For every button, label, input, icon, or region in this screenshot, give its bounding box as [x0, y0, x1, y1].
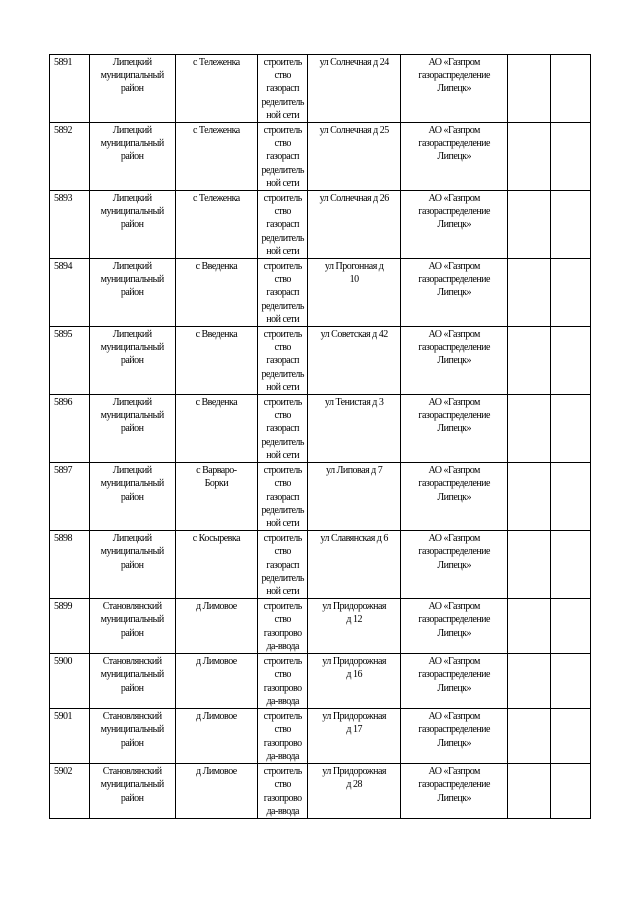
table-row	[50, 599, 591, 654]
cell-district	[89, 463, 175, 531]
cell-empty-8	[551, 395, 591, 463]
cell-work-type	[258, 599, 308, 654]
cell-organization	[401, 259, 508, 327]
cell-work-type-line: газопрово	[263, 682, 302, 694]
cell-settlement-line: с Тележенка	[192, 193, 240, 205]
cell-work-type-line: ной сети	[266, 449, 300, 461]
cell-organization-line: газораспределение	[418, 669, 490, 681]
cell-settlement-line: с Варваро-	[196, 465, 237, 477]
cell-work-type-line: ство	[274, 206, 291, 218]
cell-district	[89, 327, 175, 395]
cell-work-type-line: газорасп	[266, 491, 300, 503]
cell-number: 5902	[50, 764, 90, 819]
cell-address-line: ул Липовая д 7	[326, 465, 383, 477]
cell-address	[308, 764, 401, 819]
cell-organization-line: АО «Газпром	[428, 656, 480, 668]
cell-district-line: Липецкий	[112, 193, 152, 205]
cell-work-type-line: строитель	[263, 533, 302, 545]
cell-empty-7	[508, 531, 551, 599]
cell-work-type-line: строитель	[263, 601, 302, 613]
cell-empty-8	[551, 123, 591, 191]
cell-work-type	[258, 327, 308, 395]
registry-table-body	[50, 55, 591, 819]
cell-work-type-line: ной сети	[266, 585, 300, 597]
cell-number: 5892	[50, 123, 90, 191]
cell-organization	[401, 191, 508, 259]
cell-organization-line: газораспределение	[418, 70, 490, 82]
cell-address	[308, 463, 401, 531]
cell-empty-8	[551, 259, 591, 327]
cell-district-line: муниципальный	[100, 274, 164, 286]
cell-address	[308, 327, 401, 395]
cell-organization-line: Липецк»	[437, 682, 471, 694]
cell-organization-line: АО «Газпром	[428, 711, 480, 723]
cell-settlement	[175, 531, 258, 599]
cell-organization-line: АО «Газпром	[428, 57, 480, 68]
cell-work-type-line: ределитель	[261, 232, 304, 244]
cell-settlement-line: с Введенка	[195, 261, 238, 273]
cell-address-line: ул Придорожная	[322, 711, 387, 723]
cell-organization-line: газораспределение	[418, 724, 490, 736]
cell-organization-line: газораспределение	[418, 206, 490, 218]
cell-empty-8	[551, 764, 591, 819]
cell-organization-line: Липецк»	[437, 219, 471, 231]
cell-district	[89, 654, 175, 709]
cell-address	[308, 123, 401, 191]
cell-address-line: ул Советская д 42	[320, 329, 388, 341]
cell-number: 5901	[50, 709, 90, 764]
cell-organization-line: АО «Газпром	[428, 329, 480, 341]
cell-address	[308, 654, 401, 709]
cell-number: 5891	[50, 55, 90, 123]
cell-work-type	[258, 531, 308, 599]
cell-district-line: Становлянский	[102, 601, 162, 613]
cell-work-type-line: ределитель	[261, 368, 304, 380]
cell-district-line: район	[120, 627, 144, 639]
cell-work-type-line: газорасп	[266, 219, 300, 231]
cell-work-type-line: ределитель	[261, 436, 304, 448]
cell-work-type-line: ство	[274, 274, 291, 286]
cell-organization-line: Липецк»	[437, 559, 471, 571]
cell-district-line: муниципальный	[100, 342, 164, 354]
cell-work-type-line: строитель	[263, 329, 302, 341]
table-row	[50, 764, 591, 819]
cell-organization-line: Липецк»	[437, 737, 471, 749]
cell-settlement-line: с Введенка	[195, 397, 238, 409]
cell-settlement	[175, 654, 258, 709]
cell-address	[308, 599, 401, 654]
cell-organization-line: газораспределение	[418, 342, 490, 354]
cell-work-type-line: газорасп	[266, 355, 300, 367]
cell-number: 5897	[50, 463, 90, 531]
table-row	[50, 654, 591, 709]
cell-district-line: муниципальный	[100, 138, 164, 150]
cell-work-type	[258, 259, 308, 327]
cell-district-line: район	[120, 355, 144, 367]
cell-settlement	[175, 463, 258, 531]
cell-organization-line: Липецк»	[437, 423, 471, 435]
cell-organization	[401, 123, 508, 191]
cell-address-line: ул Солнечная д 25	[319, 125, 389, 137]
cell-settlement-line: с Введенка	[195, 329, 238, 341]
cell-work-type-line: да-ввода	[266, 805, 299, 817]
cell-organization-line: газораспределение	[418, 546, 490, 558]
cell-district	[89, 395, 175, 463]
cell-settlement	[175, 764, 258, 819]
cell-district-line: Липецкий	[112, 125, 152, 137]
cell-settlement-line: Борки	[204, 478, 229, 490]
cell-work-type-line: ной сети	[266, 517, 300, 529]
cell-address-line: ул Солнечная д 24	[319, 57, 389, 68]
cell-district-line: Липецкий	[112, 261, 152, 273]
cell-work-type-line: строитель	[263, 656, 302, 668]
cell-address	[308, 191, 401, 259]
cell-organization-line: газораспределение	[418, 274, 490, 286]
cell-work-type-line: да-ввода	[266, 640, 299, 652]
cell-district-line: Липецкий	[112, 397, 152, 409]
cell-settlement	[175, 55, 258, 123]
cell-district-line: муниципальный	[100, 779, 164, 791]
cell-district	[89, 191, 175, 259]
cell-empty-7	[508, 764, 551, 819]
cell-organization-line: АО «Газпром	[428, 125, 480, 137]
cell-number: 5893	[50, 191, 90, 259]
cell-work-type	[258, 395, 308, 463]
cell-district	[89, 709, 175, 764]
cell-organization	[401, 709, 508, 764]
cell-district-line: муниципальный	[100, 724, 164, 736]
cell-district-line: Липецкий	[112, 57, 152, 68]
cell-work-type-line: ределитель	[261, 572, 304, 584]
cell-work-type-line: строитель	[263, 57, 302, 68]
cell-address-line: 10	[349, 274, 359, 286]
cell-settlement-line: д Лимовое	[195, 656, 237, 668]
cell-settlement	[175, 123, 258, 191]
table-row	[50, 327, 591, 395]
cell-organization	[401, 764, 508, 819]
cell-work-type-line: газорасп	[266, 151, 300, 163]
cell-district-line: муниципальный	[100, 410, 164, 422]
cell-address-line: д 28	[346, 779, 362, 791]
cell-work-type-line: газорасп	[266, 83, 300, 95]
cell-address	[308, 55, 401, 123]
cell-work-type-line: строитель	[263, 125, 302, 137]
cell-address-line: д 12	[346, 614, 362, 626]
cell-district-line: муниципальный	[100, 206, 164, 218]
cell-district-line: Липецкий	[112, 533, 152, 545]
cell-district-line: район	[120, 737, 144, 749]
cell-work-type	[258, 709, 308, 764]
cell-number: 5896	[50, 395, 90, 463]
cell-work-type-line: строитель	[263, 766, 302, 778]
cell-empty-7	[508, 55, 551, 123]
cell-work-type-line: ство	[274, 70, 291, 82]
cell-work-type-line: ство	[274, 546, 291, 558]
cell-organization-line: АО «Газпром	[428, 465, 480, 477]
cell-settlement	[175, 709, 258, 764]
cell-work-type-line: строитель	[263, 465, 302, 477]
cell-organization-line: газораспределение	[418, 779, 490, 791]
cell-work-type-line: ределитель	[261, 96, 304, 108]
cell-organization-line: Липецк»	[437, 151, 471, 163]
cell-empty-7	[508, 654, 551, 709]
cell-work-type-line: ство	[274, 478, 291, 490]
cell-settlement	[175, 259, 258, 327]
cell-settlement	[175, 327, 258, 395]
cell-work-type-line: ной сети	[266, 245, 300, 257]
cell-district-line: район	[120, 423, 144, 435]
cell-work-type-line: ределитель	[261, 300, 304, 312]
cell-work-type-line: ство	[274, 779, 291, 791]
cell-work-type-line: ство	[274, 614, 291, 626]
table-row	[50, 259, 591, 327]
cell-settlement	[175, 599, 258, 654]
cell-organization-line: газораспределение	[418, 410, 490, 422]
cell-work-type-line: строитель	[263, 261, 302, 273]
cell-district	[89, 599, 175, 654]
cell-work-type	[258, 463, 308, 531]
cell-empty-7	[508, 123, 551, 191]
cell-organization-line: АО «Газпром	[428, 533, 480, 545]
cell-district-line: район	[120, 287, 144, 299]
cell-settlement-line: д Лимовое	[195, 601, 237, 613]
cell-organization-line: АО «Газпром	[428, 193, 480, 205]
cell-work-type-line: ной сети	[266, 313, 300, 325]
table-row	[50, 709, 591, 764]
cell-organization-line: газораспределение	[418, 614, 490, 626]
cell-work-type-line: газорасп	[266, 423, 300, 435]
cell-organization	[401, 654, 508, 709]
cell-work-type-line: строитель	[263, 193, 302, 205]
table-row	[50, 395, 591, 463]
cell-organization-line: АО «Газпром	[428, 397, 480, 409]
cell-work-type-line: строитель	[263, 397, 302, 409]
cell-settlement-line: с Косыревка	[192, 533, 241, 545]
cell-work-type-line: ство	[274, 724, 291, 736]
cell-settlement	[175, 395, 258, 463]
cell-district-line: Становлянский	[102, 766, 162, 778]
cell-address-line: ул Прогонная д	[324, 261, 384, 273]
cell-organization-line: Липецк»	[437, 792, 471, 804]
table-row	[50, 463, 591, 531]
cell-organization-line: АО «Газпром	[428, 601, 480, 613]
cell-organization	[401, 531, 508, 599]
cell-district-line: Липецкий	[112, 329, 152, 341]
cell-address	[308, 709, 401, 764]
cell-district-line: Становлянский	[102, 656, 162, 668]
cell-work-type-line: ной сети	[266, 109, 300, 121]
cell-empty-7	[508, 463, 551, 531]
cell-organization-line: АО «Газпром	[428, 766, 480, 778]
cell-address-line: ул Придорожная	[322, 601, 387, 613]
cell-work-type	[258, 764, 308, 819]
cell-empty-8	[551, 463, 591, 531]
cell-organization-line: Липецк»	[437, 355, 471, 367]
cell-empty-8	[551, 55, 591, 123]
cell-work-type-line: ство	[274, 669, 291, 681]
cell-work-type-line: газопрово	[263, 737, 302, 749]
cell-empty-7	[508, 395, 551, 463]
cell-empty-8	[551, 531, 591, 599]
cell-district-line: муниципальный	[100, 478, 164, 490]
cell-work-type-line: газопрово	[263, 792, 302, 804]
cell-work-type	[258, 123, 308, 191]
cell-organization-line: АО «Газпром	[428, 261, 480, 273]
cell-empty-7	[508, 327, 551, 395]
cell-district-line: район	[120, 559, 144, 571]
cell-address-line: д 16	[346, 669, 362, 681]
cell-empty-8	[551, 654, 591, 709]
cell-work-type	[258, 55, 308, 123]
cell-address-line: ул Придорожная	[322, 656, 387, 668]
registry-table	[49, 54, 591, 819]
cell-district	[89, 259, 175, 327]
cell-district	[89, 55, 175, 123]
table-row	[50, 531, 591, 599]
cell-empty-8	[551, 709, 591, 764]
cell-settlement-line: д Лимовое	[195, 711, 237, 723]
cell-district-line: муниципальный	[100, 669, 164, 681]
cell-work-type-line: газопрово	[263, 627, 302, 639]
cell-work-type	[258, 191, 308, 259]
cell-number: 5899	[50, 599, 90, 654]
cell-organization-line: Липецк»	[437, 83, 471, 95]
cell-work-type-line: да-ввода	[266, 750, 299, 762]
cell-settlement-line: с Тележенка	[192, 57, 240, 68]
cell-empty-8	[551, 599, 591, 654]
cell-work-type-line: ство	[274, 138, 291, 150]
cell-organization	[401, 55, 508, 123]
cell-organization-line: Липецк»	[437, 287, 471, 299]
table-row	[50, 191, 591, 259]
cell-empty-7	[508, 259, 551, 327]
cell-organization-line: Липецк»	[437, 627, 471, 639]
cell-address	[308, 259, 401, 327]
cell-address-line: ул Солнечная д 26	[319, 193, 389, 205]
cell-district-line: район	[120, 682, 144, 694]
cell-district-line: муниципальный	[100, 70, 164, 82]
cell-address-line: ул Придорожная	[322, 766, 387, 778]
cell-organization	[401, 599, 508, 654]
cell-district-line: район	[120, 83, 144, 95]
table-row	[50, 123, 591, 191]
cell-district-line: район	[120, 151, 144, 163]
cell-organization-line: газораспределение	[418, 138, 490, 150]
cell-work-type-line: строитель	[263, 711, 302, 723]
cell-settlement-line: д Лимовое	[195, 766, 237, 778]
cell-district-line: район	[120, 219, 144, 231]
cell-organization	[401, 463, 508, 531]
cell-district-line: муниципальный	[100, 614, 164, 626]
table-row	[50, 55, 591, 123]
cell-district-line: Становлянский	[102, 711, 162, 723]
cell-settlement-line: с Тележенка	[192, 125, 240, 137]
cell-number: 5898	[50, 531, 90, 599]
cell-work-type-line: ределитель	[261, 164, 304, 176]
cell-organization-line: газораспределение	[418, 478, 490, 490]
cell-address	[308, 531, 401, 599]
cell-number: 5894	[50, 259, 90, 327]
cell-address-line: ул Славянская д 6	[320, 533, 388, 545]
cell-address-line: ул Тенистая д 3	[324, 397, 384, 409]
cell-organization-line: Липецк»	[437, 491, 471, 503]
cell-work-type-line: газорасп	[266, 287, 300, 299]
cell-district-line: муниципальный	[100, 546, 164, 558]
cell-organization	[401, 327, 508, 395]
cell-empty-8	[551, 191, 591, 259]
cell-empty-8	[551, 327, 591, 395]
cell-address	[308, 395, 401, 463]
cell-district-line: район	[120, 792, 144, 804]
cell-number: 5895	[50, 327, 90, 395]
cell-empty-7	[508, 191, 551, 259]
cell-empty-7	[508, 709, 551, 764]
cell-work-type-line: ство	[274, 342, 291, 354]
cell-district-line: Липецкий	[112, 465, 152, 477]
cell-district	[89, 531, 175, 599]
cell-district	[89, 764, 175, 819]
cell-work-type-line: газорасп	[266, 559, 300, 571]
cell-district-line: район	[120, 491, 144, 503]
cell-organization	[401, 395, 508, 463]
cell-work-type-line: ределитель	[261, 504, 304, 516]
cell-empty-7	[508, 599, 551, 654]
cell-number: 5900	[50, 654, 90, 709]
cell-settlement	[175, 191, 258, 259]
cell-work-type-line: ной сети	[266, 177, 300, 189]
cell-address-line: д 17	[346, 724, 362, 736]
cell-work-type-line: да-ввода	[266, 695, 299, 707]
cell-district	[89, 123, 175, 191]
cell-work-type-line: ной сети	[266, 381, 300, 393]
cell-work-type-line: ство	[274, 410, 291, 422]
cell-work-type	[258, 654, 308, 709]
